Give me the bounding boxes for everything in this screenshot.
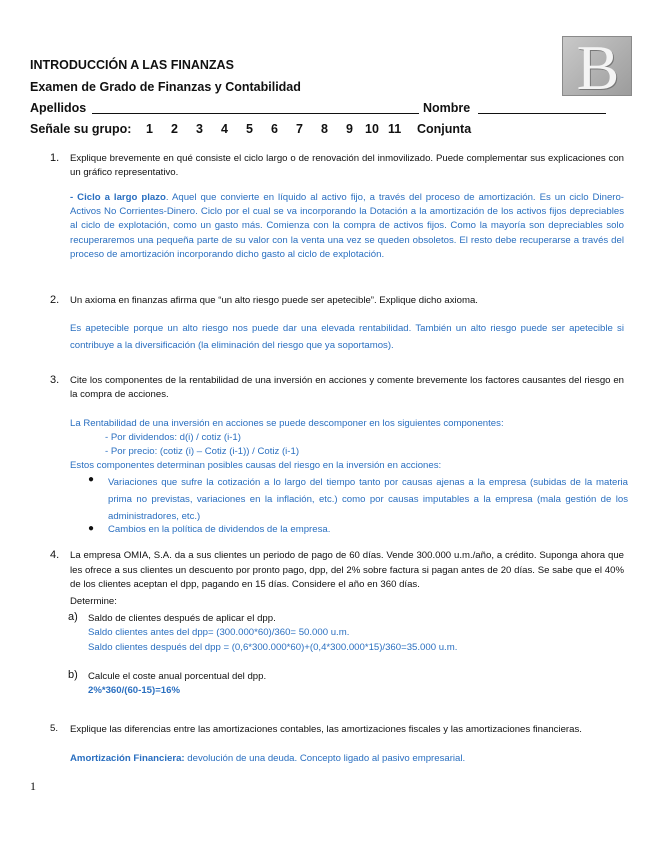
- question-2-text: Un axioma en finanzas afirma que “un alto riesgo puede ser apetecible”. Explique dicho axioma.: [70, 295, 478, 306]
- question-2-answer: Es apetecible porque un alto riesgo nos puede dar una elevada rentabilidad. También un alto riesgo puede ser apetecible si contribuye a la diversificación (la eliminación del riesgo que ya soportamos).: [70, 323, 624, 351]
- question-4a-answer-1: Saldo clientes antes del dpp= (300.000*60)/360= 50.000 u.m.: [88, 627, 350, 638]
- question-1-answer-lead: - Ciclo a largo plazo: [70, 192, 166, 203]
- question-3-component-1: - Por dividendos: d(i) / cotiz (i-1): [105, 432, 241, 443]
- group-4[interactable]: 4: [221, 122, 228, 136]
- question-3-text: Cite los componentes de la rentabilidad de una inversión en acciones y comente brevemente los factores causantes del riesgo en la compra de acciones.: [70, 375, 624, 401]
- bullet-icon: ●: [88, 523, 95, 534]
- group-9[interactable]: 9: [346, 122, 353, 136]
- nombre-line[interactable]: [478, 113, 606, 114]
- group-conjunta[interactable]: Conjunta: [417, 122, 472, 136]
- question-3-bullet-2: [88, 523, 628, 537]
- logo-letter: B: [576, 32, 620, 103]
- question-2-number: 2.: [50, 294, 60, 306]
- group-10[interactable]: 10: [365, 122, 379, 136]
- question-3-answer-mid: Estos componentes determinan posibles causas del riesgo en la inversión en acciones:: [70, 460, 442, 471]
- question-3-component-2: - Por precio: (cotiz (i) – Cotiz (i-1)) / Cotiz (i-1): [105, 446, 300, 457]
- bullet-icon: ●: [88, 474, 95, 485]
- apellidos-line[interactable]: [92, 113, 419, 114]
- question-3-bullet-1: [88, 474, 628, 525]
- group-options: [146, 122, 471, 136]
- question-5-answer-lead: Amortización Financiera:: [70, 753, 185, 764]
- question-4-determine: Determine:: [70, 596, 117, 607]
- group-6[interactable]: 6: [271, 122, 278, 136]
- group-11[interactable]: 11: [388, 122, 402, 136]
- question-1-answer-text: . Aquel que convierte en líquido al activo fijo, a través del proceso de amortización. Es un ciclo Dinero-Activos No Corrientes-Dinero. Ciclo por el cual se va incorporando la Dotación a la amortización de los activos fijos depreciables al ciclo de explotación, como un gasto más. Comienza con la compra de activos fijos. Como la mayoría son depreciables solo recuperaremos una pequeña parte de su valor con la venta una vez se queden obsoletos. El resto debe recuperarse a través del proceso de amortización incorporando dicho gasto al ciclo de explotación.: [70, 192, 625, 260]
- question-4a-answer-2: Saldo clientes después del dpp = (0,6*300.000*60)+(0,4*300.000*15)/360=35.000 u.m.: [88, 642, 458, 653]
- question-5-text: Explique las diferencias entre las amortizaciones contables, las amortizaciones fiscales y las amortizaciones financieras.: [70, 724, 582, 735]
- exam-title: INTRODUCCIÓN A LAS FINANZAS: [30, 58, 234, 72]
- question-4a-text: Saldo de clientes después de aplicar el dpp.: [88, 613, 276, 624]
- group-8[interactable]: 8: [321, 122, 328, 136]
- question-3-bullet-1-text: Variaciones que sufre la cotización a lo largo del tiempo tanto por causas ajenas a la empresa (subidas de la materia prima no previstas, variaciones en la inflación, etc.) como por causas imputables a la empresa (mala gestión de los administradores, etc.): [108, 477, 628, 522]
- exam-subtitle: Examen de Grado de Finanzas y Contabilidad: [30, 80, 301, 94]
- question-4b-answer: 2%*360/(60-15)=16%: [88, 685, 181, 696]
- grupo-label: Señale su grupo:: [30, 122, 132, 136]
- question-3-answer-intro: La Rentabilidad de una inversión en acciones se puede descomponer en los siguientes componentes:: [70, 418, 504, 429]
- question-4-number: 4.: [50, 549, 60, 561]
- question-4b-label: b): [68, 669, 78, 681]
- question-5-answer-text: devolución de una deuda. Concepto ligado al pasivo empresarial.: [184, 753, 466, 764]
- question-1-answer: [70, 191, 624, 262]
- group-2[interactable]: 2: [171, 122, 178, 136]
- question-4-text: La empresa OMIA, S.A. da a sus clientes un periodo de pago de 60 días. Vende 300.000 u.m./año, a crédito. Suponga ahora que les ofrece a sus clientes un descuento por pronto pago, dpp, del 2% sobre factura si pagan antes de 20 días. Se sabe que el 40% de los clientes aceptan el dpp, pagando en 15 días. Considere el año en 360 días.: [70, 550, 624, 591]
- question-5-number: 5.: [50, 723, 59, 734]
- question-1-text: Explique brevemente en qué consiste el ciclo largo o de renovación del inmovilizado. Puede complementar sus explicaciones con un gráfico representativo.: [70, 153, 624, 179]
- question-3-number: 3.: [50, 374, 60, 386]
- group-1[interactable]: 1: [146, 122, 153, 136]
- question-4b-text: Calcule el coste anual porcentual del dpp.: [88, 671, 267, 682]
- logo-b: [562, 32, 632, 103]
- group-3[interactable]: 3: [196, 122, 203, 136]
- question-3-bullet-2-text: Cambios en la política de dividendos de la empresa.: [108, 524, 331, 535]
- page-number: 1: [30, 779, 36, 793]
- group-7[interactable]: 7: [296, 122, 303, 136]
- question-5-answer: [70, 752, 624, 766]
- question-1-number: 1.: [50, 152, 60, 164]
- nombre-label: Nombre: [423, 101, 471, 115]
- question-4a-label: a): [68, 611, 78, 623]
- group-5[interactable]: 5: [246, 122, 253, 136]
- apellidos-label: Apellidos: [30, 101, 87, 115]
